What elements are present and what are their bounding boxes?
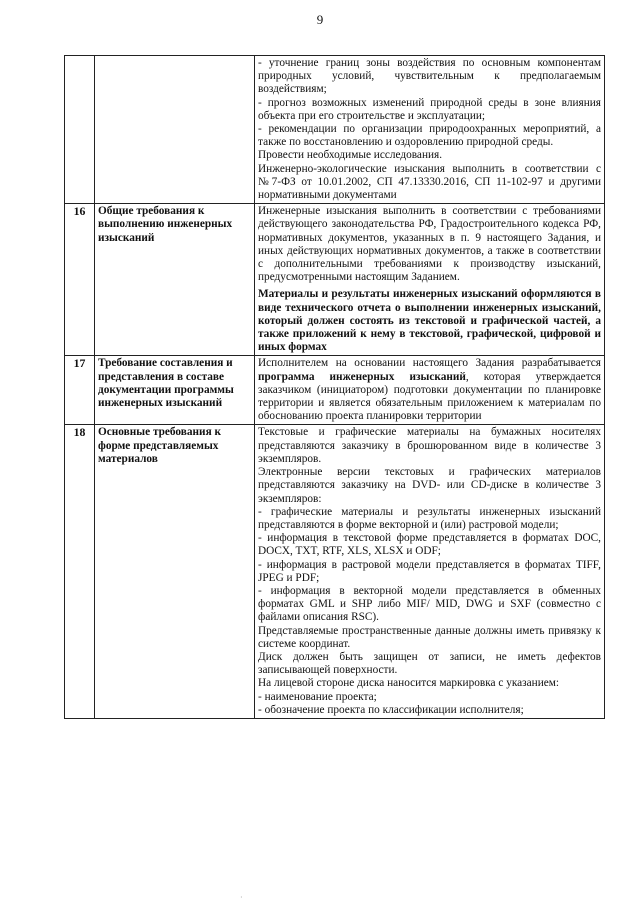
row-number — [65, 56, 95, 204]
paragraph: - уточнение границ зоны воздействия по основным компонентам природных условий, чувствительным к предполагаемым воздействиям; — [258, 57, 601, 96]
row-content — [255, 425, 605, 718]
row-content — [255, 56, 605, 204]
table-row — [65, 56, 605, 204]
row-number: 16 — [65, 204, 95, 356]
paragraph: - прогноз возможных изменений природной среды в зоне влияния объекта при его строительстве и эксплуатации; — [258, 96, 601, 122]
bold-text-fragment: программа инженерных изысканий — [258, 370, 466, 383]
paragraph: Представляемые пространственные данные должны иметь привязку к системе координат. — [258, 624, 601, 650]
paragraph: Провести необходимые исследования. — [258, 149, 443, 162]
text-fragment: , которая утверждается заказчиком (инициатором) подготовки документации по планировке территории и является обязательным приложением к материалам по обоснованию проекта планировки территории — [258, 370, 601, 423]
table-row — [65, 356, 605, 425]
paragraph: Диск должен быть защищен от записи, не иметь дефектов записывающей поверхности. — [258, 650, 601, 677]
paragraph: Инженерные изыскания выполнить в соответствии с требованиями действующего законодательства РФ, Градостроительного кодекса РФ, нормативных документов, указанных в п. 9 настоящего Задания, и иных действующих нормативных документов, а также в соответствии с дополнительными требованиями к производству изысканий, предусмотренными настоящим Заданием. — [258, 205, 601, 284]
table-row — [65, 204, 605, 356]
paragraph: - информация в векторной модели представляется в обменных форматах GML и SHP либо MIF/ MID, DWG и SXF (совместно с файлами описания RSC). — [258, 584, 601, 624]
paragraph — [258, 357, 601, 423]
table-row — [65, 425, 605, 718]
paragraph: - обозначение проекта по классификации исполнителя; — [258, 703, 524, 716]
paragraph: Текстовые и графические материалы на бумажных носителях представляются заказчику в брошюрованном виде в количестве 3 экземпляров. — [258, 426, 601, 465]
row-content — [255, 356, 605, 425]
row-number: 17 — [65, 356, 95, 425]
row-title: Требование составления и представления в составе документации программы инженерных изысканий — [95, 356, 255, 425]
footer-mark: · — [240, 893, 243, 902]
row-number: 18 — [65, 425, 95, 718]
requirements-table — [64, 55, 605, 719]
row-title: Общие требования к выполнению инженерных изысканий — [95, 204, 255, 356]
paragraph: - графические материалы и результаты инженерных изысканий представляются в форме векторной и (или) растровой модели; — [258, 505, 601, 531]
bold-paragraph: Материалы и результаты инженерных изысканий оформляются в виде технического отчета о выполнении инженерных изысканий, который должен состоять из текстовой и графической частей, а также приложений к нему в текстовой, графической, цифровой и иных формах — [258, 288, 601, 354]
paragraph: На лицевой стороне диска наносится маркировка с указанием: — [258, 677, 560, 690]
row-content — [255, 204, 605, 356]
paragraph: - информация в текстовой форме представляется в форматах DOC, DOCX, TXT, RTF, XLS, XLSX и ODF; — [258, 532, 601, 558]
page-number: 9 — [316, 12, 324, 27]
text-fragment: Исполнителем на основании настоящего Задания разрабатывается — [258, 357, 601, 370]
paragraph: - рекомендации по организации природоохранных мероприятий, а также по восстановлению и оздоровлению природной среды. — [258, 123, 601, 149]
paragraph: - наименование проекта; — [258, 690, 377, 703]
paragraph: Инженерно-экологические изыскания выполнить в соответствии с №7-ФЗ от 10.01.2002, СП 47.13330.2016, СП 11-102-97 и другими нормативными документами — [258, 162, 601, 202]
row-title: Основные требования к форме представляемых материалов — [95, 425, 255, 718]
paragraph: Электронные версии текстовых и графических материалов представляются заказчику на DVD- или CD-диске в количестве 3 экземпляров: — [258, 466, 601, 505]
row-title — [95, 56, 255, 204]
paragraph: - информация в растровой модели представляется в форматах TIFF, JPEG и PDF; — [258, 558, 601, 584]
